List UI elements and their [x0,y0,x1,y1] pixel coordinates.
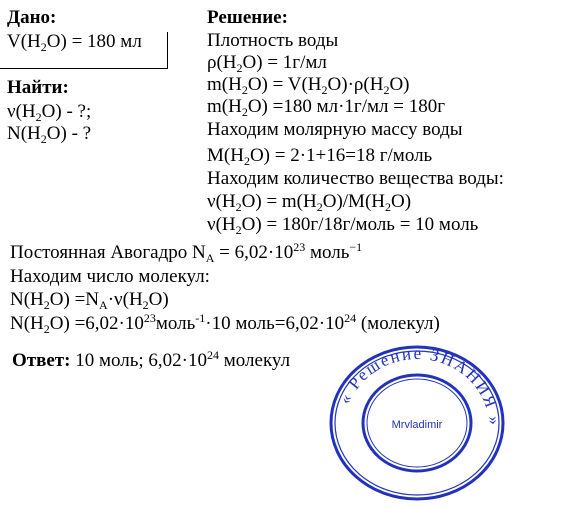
amount-value: $\nu(H_2O)$ = 180г/18г/моль = 10 моль [207,214,479,237]
given-volume: $V(H_2O) = 180$ мл [7,31,142,54]
avogadro-line: Постоянная Авогадро $N_A = 6,02\cdot 10^{23}$ моль$^{-1}$ [10,240,363,265]
count-value: $N(H_2O)$ $=6,02\cdot 10^{23}моль^{-1}\cdot 10$ $моль=6,02\cdot 10^{24}$ (молекул) [10,311,440,336]
given-divider [0,68,167,69]
given-heading: Дано: [7,7,57,28]
stamp-seal [327,343,507,503]
molar-mass-line: $M(H_2O) = 2\cdot 1+16=18$ г/моль [207,145,433,168]
find-count: $N(H_2O)$ - ? [7,123,92,146]
mass-formula: $m(H_2O) = V(H_2O)\cdot\rho(H_2O)$ [207,74,410,97]
vertical-divider [167,32,168,69]
stamp-center-text: Mrvladimir [391,419,443,431]
count-formula: $N(H_2O) =N_A\cdot\nu(H_2O)$ [10,289,169,312]
find-amount: $\nu(H_2O)$ - ?; [7,101,92,124]
stamp-ring-text: « Решение ЗНАНИЯ » [334,343,505,428]
mass-value: $m(H_2O) =180$ мл·1г/мл = 180г [207,96,446,119]
find-heading: Найти: [7,77,69,98]
amount-label: Находим количество вещества воды: [207,168,504,189]
molar-mass-label: Находим молярную массу воды [207,119,463,140]
solution-heading: Решение: [207,7,288,28]
count-label: Находим число молекул: [10,266,210,287]
density-line: $\rho(H_2O) = 1г/мл$ [207,52,327,75]
density-label: Плотность воды [207,30,339,51]
answer-label: Ответ: [12,350,71,371]
amount-formula: $\nu(H_2O) = m(H_2O)/M(H_2O)$ [207,191,412,214]
answer-line: Ответ: 10 моль; $6,02\cdot 10^{24}$ молекул [12,348,291,371]
